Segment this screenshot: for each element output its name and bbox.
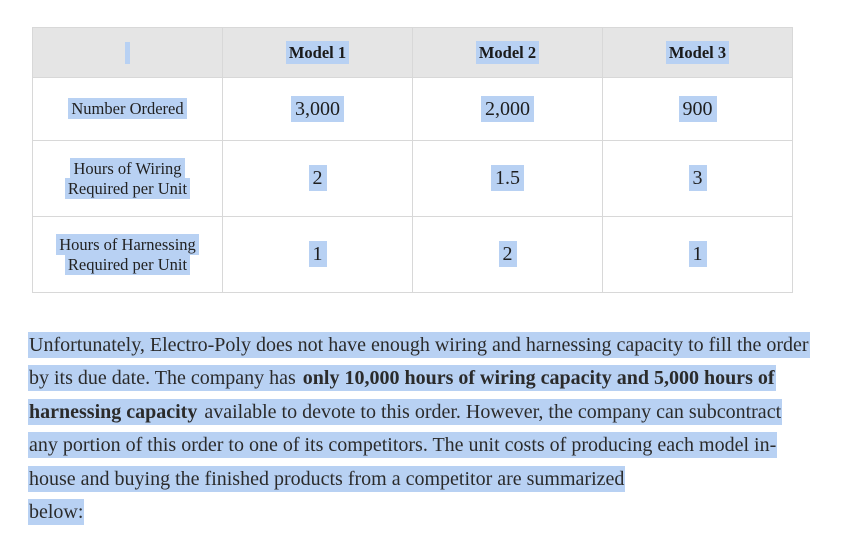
row-label: Hours of Harnessing Required per Unit <box>56 234 199 275</box>
paragraph-last-line <box>28 496 814 529</box>
table-header-empty-cell <box>33 28 223 78</box>
cell-value: 900 <box>679 96 717 122</box>
value-cell <box>603 217 793 293</box>
table-header-row <box>33 28 793 78</box>
model-requirements-table <box>32 27 793 293</box>
cell-value: 2,000 <box>481 96 534 122</box>
body-paragraph <box>28 329 814 529</box>
cell-value: 2 <box>309 165 327 191</box>
selected-empty-cell-marker <box>125 42 130 64</box>
column-header-label: Model 2 <box>476 41 539 64</box>
value-cell <box>223 217 413 293</box>
row-label: Hours of Wiring Required per Unit <box>65 158 190 199</box>
paragraph-text-segment: below: <box>29 501 84 524</box>
row-label-cell <box>33 217 223 293</box>
paragraph-text-segment: Unfortunately, Electro-Poly does not have enough wiring and harnessing capacity to fill the order by its due date. The company has <box>29 334 809 390</box>
value-cell <box>223 78 413 141</box>
cell-value: 1 <box>689 241 707 267</box>
row-label: Number Ordered <box>68 98 186 119</box>
cell-value: 3,000 <box>291 96 344 122</box>
row-label-cell <box>33 78 223 141</box>
cell-value: 2 <box>499 241 517 267</box>
table-row-harnessing-hours <box>33 217 793 293</box>
column-header-label: Model 3 <box>666 41 729 64</box>
value-cell <box>413 78 603 141</box>
value-cell <box>413 141 603 217</box>
value-cell <box>413 217 603 293</box>
column-header-label: Model 1 <box>286 41 349 64</box>
table-body <box>33 78 793 293</box>
paragraph-text-segment: available to devote to this order. However, the company can subcontract any portion of this order to one of its competitors. The unit costs of producing each model in-house and buying the finished products from a competitor are summarized <box>29 400 782 490</box>
value-cell <box>603 141 793 217</box>
table-head <box>33 28 793 78</box>
cell-value: 3 <box>689 165 707 191</box>
table-row-wiring-hours <box>33 141 793 217</box>
table-header-model-2 <box>413 28 603 78</box>
cell-value: 1.5 <box>491 165 524 191</box>
table-header-model-1 <box>223 28 413 78</box>
value-cell <box>603 78 793 141</box>
cell-value: 1 <box>309 241 327 267</box>
table-header-model-3 <box>603 28 793 78</box>
table-row-number-ordered <box>33 78 793 141</box>
value-cell <box>223 141 413 217</box>
row-label-cell <box>33 141 223 217</box>
paragraph-bold-segment: only 10,000 hours of wiring capacity and 5,000 hours of harnessing capacity <box>29 367 775 423</box>
